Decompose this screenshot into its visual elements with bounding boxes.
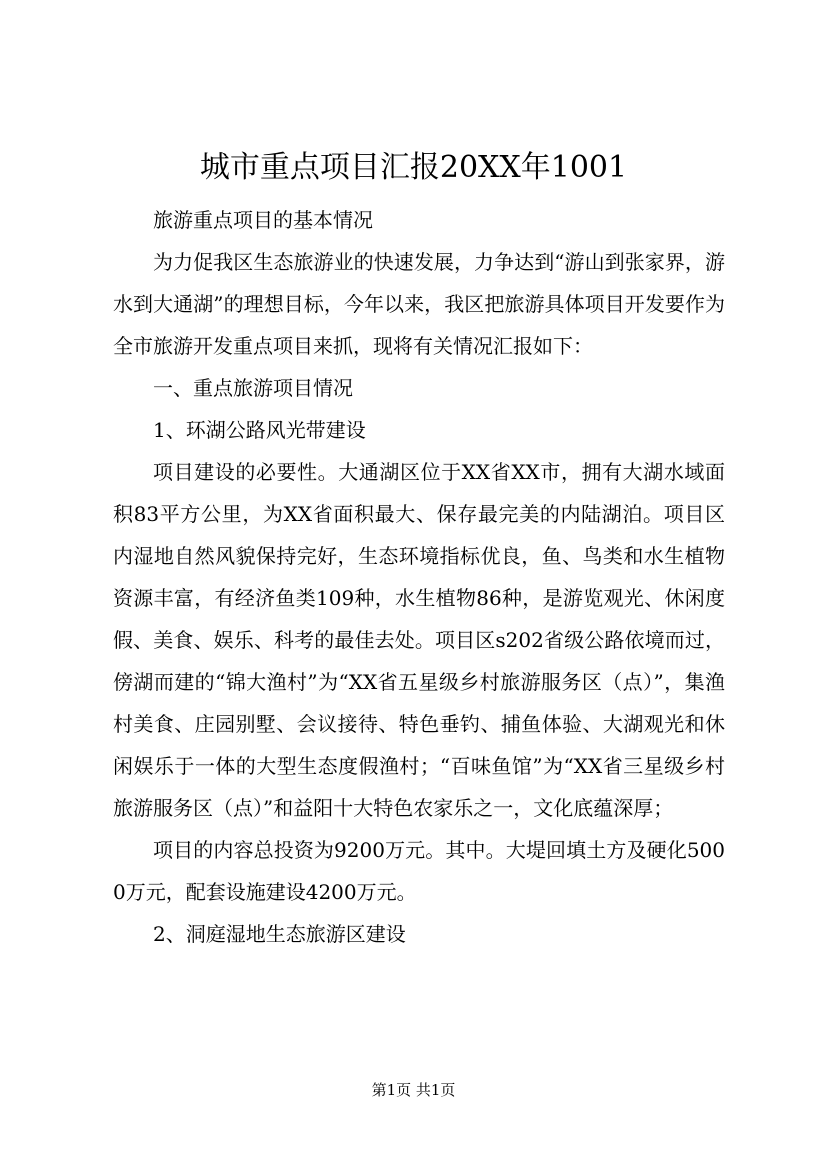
intro-paragraph: 为力促我区生态旅游业的快速发展，力争达到“游山到张家界，游水到大通湖”的理想目标，今年以来，我区把旅游具体项目开发要作为全市旅游开发重点项目来抓，现将有关情况汇报如下：	[113, 250, 725, 358]
document-body	[113, 199, 725, 955]
document-title: 城市重点项目汇报20XX年1001	[199, 150, 628, 185]
page-footer: 第1页 共1页	[371, 1081, 456, 1099]
necessity-paragraph: 项目建设的必要性。大通湖区位于XX省XX市，拥有大湖水域面积83平方公里，为XX省面积最大、保存最完美的内陆湖泊。项目区内湿地自然风貌保持完好，生态环境指标优良，鱼、鸟类和水生植物资源丰富，有经济鱼类109种，水生植物86种，是游览观光、休闲度假、美食、娱乐、科考的最佳去处。项目区s202省级公路依境而过，傍湖而建的“锦大渔村”为“XX省五星级乡村旅游服务区（点）”，集渔村美食、庄园别墅、会议接待、特色垂钓、捕鱼体验、大湖观光和休闲娱乐于一体的大型生态度假渔村；“百味鱼馆”为“XX省三星级乡村旅游服务区（点）”和益阳十大特色农家乐之一，文化底蕴深厚；	[113, 460, 725, 820]
section-heading-key-projects: 一、重点旅游项目情况	[153, 376, 353, 400]
section-heading-overview: 旅游重点项目的基本情况	[153, 208, 373, 232]
subsection-heading-lake-road: 1、环湖公路风光带建设	[153, 418, 366, 442]
investment-paragraph: 项目的内容总投资为9200万元。其中。大堤回填土方及硬化5000万元，配套设施建设4200万元。	[113, 838, 725, 904]
subsection-heading-wetland: 2、洞庭湿地生态旅游区建设	[153, 922, 406, 946]
